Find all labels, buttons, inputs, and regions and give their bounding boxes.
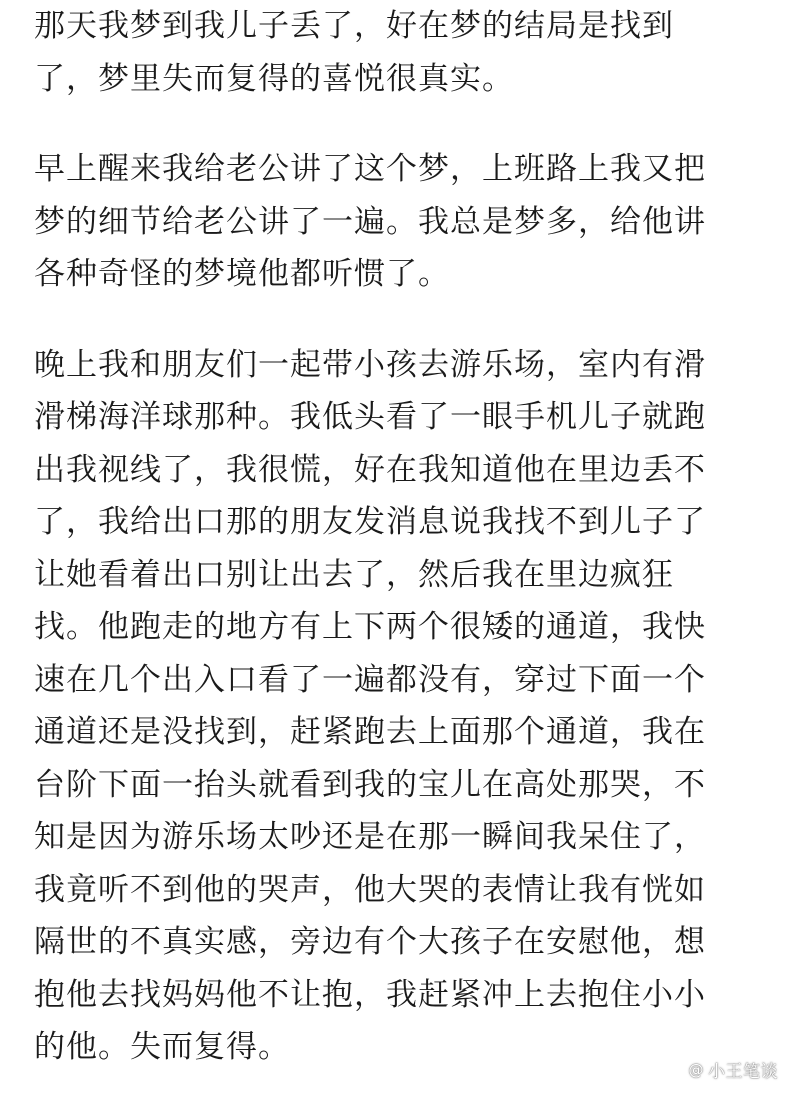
article-body [34, 0, 774, 1074]
paragraph-3 [34, 339, 774, 1074]
text-line: 晚上我和朋友们一起带小孩去游乐场，室内有滑 [34, 346, 706, 383]
text-line: 让她看着出口别让出去了，然后我在里边疯狂 [34, 556, 674, 593]
text-line: 台阶下面一抬头就看到我的宝儿在高处那哭，不 [34, 766, 706, 803]
watermark [689, 1057, 779, 1082]
text-line: 隔世的不真实感，旁边有个大孩子在安慰他，想 [34, 924, 706, 960]
text-line: 出我视线了，我很慌，好在我知道他在里边丢不 [34, 451, 706, 488]
paragraph-2 [34, 143, 774, 301]
text-line: 早上醒来我给老公讲了这个梦，上班路上我又把 [34, 151, 706, 187]
text-line: 梦的细节给老公讲了一遍。我总是梦多，给他讲 [34, 203, 706, 240]
text-line: 知是因为游乐场太吵还是在那一瞬间我呆住了， [34, 819, 706, 855]
paragraph-1 [34, 0, 774, 105]
text-line: 我竟听不到他的哭声，他大哭的表情让我有恍如 [34, 871, 706, 908]
text-line: 找。他跑走的地方有上下两个很矮的通道，我快 [34, 609, 706, 645]
text-line: 滑梯海洋球那种。我低头看了一眼手机儿子就跑 [34, 399, 706, 435]
text-line: 各种奇怪的梦境他都听惯了。 [34, 256, 450, 292]
text-line: 抱他去找妈妈他不让抱，我赶紧冲上去抱住小小 [34, 976, 706, 1013]
text-line: 的他。失而复得。 [34, 1029, 290, 1065]
text-line: 速在几个出入口看了一遍都没有，穿过下面一个 [34, 661, 706, 698]
text-line: 通道还是没找到，赶紧跑去上面那个通道，我在 [34, 714, 706, 750]
at-icon: @ [688, 1060, 704, 1079]
text-line: 了，梦里失而复得的喜悦很真实。 [34, 60, 514, 97]
text-line: 那天我梦到我儿子丢了，好在梦的结局是找到 [34, 8, 674, 44]
text-line: 了，我给出口那的朋友发消息说我找不到儿子了 [34, 504, 706, 540]
watermark-text: 小王笔谈 [708, 1062, 778, 1082]
